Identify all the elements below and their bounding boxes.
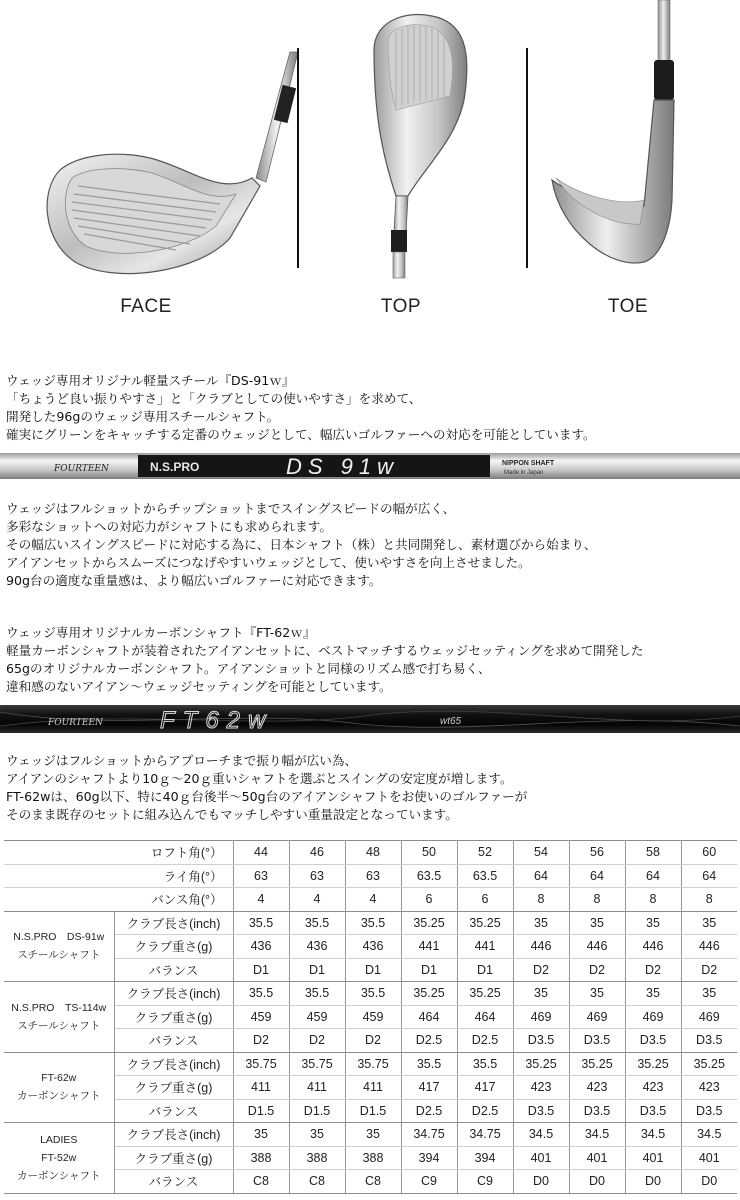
spec-table [4,840,737,1194]
spec-row-label: バランス [114,1099,233,1123]
spec-value-cell: 35 [513,982,569,1006]
spec-header-row [4,864,737,888]
spec-value-cell: D2.5 [457,1099,513,1123]
ds91-intro-line: 確実にグリーンをキャッチする定番のウェッジとして、幅広いゴルファーへの対応を可能としています。 [6,427,596,442]
spec-value-cell: 436 [345,935,401,959]
ft62-shaft-image [0,702,740,736]
spec-value-cell: D2.5 [401,1029,457,1053]
spec-value-cell: 35.25 [625,1052,681,1076]
spec-value-cell: 35.5 [401,1052,457,1076]
spec-value-cell: 64 [625,864,681,888]
spec-value-cell: D2 [569,958,625,982]
ft62-body [6,752,736,824]
spec-table-row [4,1099,737,1123]
spec-value-cell: D0 [625,1170,681,1194]
club-views [0,0,740,340]
spec-value-cell: C8 [289,1170,345,1194]
spec-table-row [4,1170,737,1194]
spec-value-cell: 56 [569,841,625,865]
spec-value-cell: 58 [625,841,681,865]
spec-row-label: ライ角(°） [4,864,233,888]
spec-value-cell: 446 [513,935,569,959]
shaft-group-name-line: N.S.PRO TS-114w [11,1001,107,1014]
spec-value-cell: 63.5 [401,864,457,888]
spec-table-row [4,1052,737,1076]
spec-value-cell: 63 [345,864,401,888]
spec-value-cell: 394 [457,1146,513,1170]
ds91-body-line: その幅広いスイングスピードに対応する為に、日本シャフト（株）と共同開発し、素材選びから始まり、 [6,537,597,552]
top-view [304,0,514,340]
spec-value-cell: D2 [233,1029,289,1053]
spec-value-cell: 446 [681,935,737,959]
spec-value-cell: D2.5 [401,1099,457,1123]
shaft-group-name-line: カーボンシャフト [16,1090,101,1103]
spec-value-cell: D2 [345,1029,401,1053]
spec-value-cell: D2.5 [457,1029,513,1053]
ds91-body [6,500,736,590]
spec-row-label: バンス角(°） [4,888,233,912]
ds91-shaft-made-in: Made in Japan [504,470,544,476]
spec-value-cell: D1.5 [345,1099,401,1123]
spec-value-cell: 423 [569,1076,625,1100]
ft62-intro-line: 軽量カーボンシャフトが装着されたアイアンセットに、ベストマッチするウェッジセッティングを求めて開発した [6,643,644,658]
spec-value-cell: 417 [457,1076,513,1100]
spec-row-label: バランス [114,958,233,982]
spec-value-cell: 469 [513,1005,569,1029]
spec-table-row [4,1146,737,1170]
spec-value-cell: 35.25 [457,911,513,935]
top-club-image [304,0,514,290]
spec-value-cell: C9 [457,1170,513,1194]
spec-value-cell: 4 [233,888,289,912]
ds91-intro-line: 開発した96gのウェッジ専用スチールシャフト。 [6,409,280,424]
ds91-shaft-maker: N.S.PRO [150,460,200,474]
spec-header-row [4,888,737,912]
spec-row-label: クラブ重さ(g) [114,1005,233,1029]
spec-row-label: クラブ重さ(g) [114,935,233,959]
ds91-shaft-badge: NIPPON SHAFT [502,460,555,467]
spec-value-cell: D3.5 [513,1099,569,1123]
shaft-group-name-line: カーボンシャフト [16,1169,101,1182]
shaft-group-name-line: FT-62w [41,1072,77,1085]
spec-value-cell: 35.75 [289,1052,345,1076]
spec-value-cell: 35 [681,982,737,1006]
spec-value-cell: 35.25 [457,982,513,1006]
shaft-group-name-line: N.S.PRO DS-91w [13,931,105,944]
spec-value-cell: 401 [681,1146,737,1170]
spec-value-cell: 44 [233,841,289,865]
spec-value-cell: 60 [681,841,737,865]
spec-value-cell: 35 [569,911,625,935]
spec-value-cell: 35 [625,911,681,935]
spec-value-cell: 423 [625,1076,681,1100]
spec-value-cell: D1 [457,958,513,982]
spec-value-cell: 64 [569,864,625,888]
spec-value-cell: 35.5 [345,911,401,935]
spec-value-cell: 54 [513,841,569,865]
face-label: FACE [120,296,172,317]
spec-value-cell: 423 [681,1076,737,1100]
spec-value-cell: 52 [457,841,513,865]
spec-value-cell: 48 [345,841,401,865]
spec-value-cell: 34.5 [569,1123,625,1147]
spec-value-cell: 6 [457,888,513,912]
spec-value-cell: 388 [233,1146,289,1170]
spec-value-cell: 34.5 [681,1123,737,1147]
spec-row-label: クラブ長さ(inch) [114,911,233,935]
ft62-shaft-brand: FOURTEEN [48,718,103,728]
spec-row-label: バランス [114,1170,233,1194]
spec-row-label: バランス [114,1029,233,1053]
spec-value-cell: 401 [569,1146,625,1170]
spec-value-cell: D2 [681,958,737,982]
ft62-intro-line: ウェッジ専用オリジナルカーボンシャフト『FT-62ｗ』 [6,625,316,640]
spec-value-cell: 401 [513,1146,569,1170]
spec-value-cell: 436 [233,935,289,959]
shaft-group-name-line: スチールシャフト [17,949,101,962]
shaft-group-name [4,982,114,1053]
spec-value-cell: 64 [681,864,737,888]
spec-value-cell: 50 [401,841,457,865]
spec-value-cell: D3.5 [569,1029,625,1053]
spec-value-cell: D1 [401,958,457,982]
spec-value-cell: 34.5 [513,1123,569,1147]
ft62-shaft-weight: wt65 [440,716,462,727]
toe-label: TOE [607,296,649,317]
spec-value-cell: D3.5 [625,1099,681,1123]
spec-value-cell: 446 [625,935,681,959]
spec-value-cell: 459 [233,1005,289,1029]
spec-value-cell: 411 [289,1076,345,1100]
spec-row-label: クラブ重さ(g) [114,1076,233,1100]
spec-value-cell: 35 [681,911,737,935]
spec-value-cell: C8 [345,1170,401,1194]
ds91-shaft-model: DS 91w [286,454,400,479]
spec-value-cell: C9 [401,1170,457,1194]
spec-value-cell: 388 [345,1146,401,1170]
spec-value-cell: 388 [289,1146,345,1170]
spec-value-cell: 34.75 [401,1123,457,1147]
spec-row-label: クラブ長さ(inch) [114,1052,233,1076]
spec-value-cell: 35.25 [569,1052,625,1076]
spec-value-cell: D3.5 [625,1029,681,1053]
spec-value-cell: 35.25 [401,911,457,935]
spec-value-cell: D3.5 [681,1099,737,1123]
shaft-group-name-line: FT-52w [41,1151,77,1164]
spec-value-cell: 423 [513,1076,569,1100]
spec-value-cell: 46 [289,841,345,865]
ds91-body-line: 90g台の適度な重量感は、より幅広いゴルファーに対応できます。 [6,573,382,588]
ds91-shaft-image [0,450,740,482]
spec-value-cell: D1.5 [233,1099,289,1123]
ft62-body-line: そのまま既存のセットに組み込んでもマッチしやすい重量設定となっています。 [6,807,458,822]
spec-value-cell: 446 [569,935,625,959]
spec-value-cell: 459 [289,1005,345,1029]
ds91-intro-line: 「ちょうど良い振りやすさ」と「クラブとしての使いやすさ」を求めて、 [6,391,422,406]
spec-value-cell: 469 [569,1005,625,1029]
ds91-intro-line: ウェッジ専用オリジナル軽量スチール『DS-91ｗ』 [6,373,295,388]
spec-value-cell: D0 [569,1170,625,1194]
ft62-shaft-model: FT62w [160,707,274,734]
spec-value-cell: 469 [625,1005,681,1029]
spec-table-row [4,982,737,1006]
ds91-body-line: アイアンセットからスムーズにつなげやすいウェッジとして、使いやすさを向上させました。 [6,555,531,570]
spec-value-cell: D1 [345,958,401,982]
spec-value-cell: D0 [513,1170,569,1194]
spec-value-cell: 35.5 [457,1052,513,1076]
spec-value-cell: 35 [233,1123,289,1147]
spec-value-cell: 35.25 [681,1052,737,1076]
spec-value-cell: D0 [681,1170,737,1194]
spec-value-cell: 35 [513,911,569,935]
spec-value-cell: 469 [681,1005,737,1029]
spec-value-cell: 35.5 [233,911,289,935]
ds91-body-line: ウェッジはフルショットからチップショットまでスイングスピードの幅が広く、 [6,501,456,516]
spec-value-cell: 35.25 [401,982,457,1006]
spec-table-row [4,1005,737,1029]
spec-value-cell: D3.5 [681,1029,737,1053]
spec-value-cell: C8 [233,1170,289,1194]
shaft-group-name [4,911,114,982]
spec-table-row [4,1029,737,1053]
spec-value-cell: D1 [289,958,345,982]
spec-value-cell: 35 [625,982,681,1006]
spec-value-cell: 411 [233,1076,289,1100]
spec-value-cell: 63 [233,864,289,888]
spec-value-cell: 35.5 [289,982,345,1006]
spec-value-cell: D1.5 [289,1099,345,1123]
spec-value-cell: 35.5 [345,982,401,1006]
spec-value-cell: 8 [681,888,737,912]
spec-value-cell: 4 [289,888,345,912]
spec-value-cell: 464 [401,1005,457,1029]
spec-value-cell: 436 [289,935,345,959]
shaft-group-name [4,1123,114,1194]
top-label: TOP [380,296,422,317]
spec-value-cell: 417 [401,1076,457,1100]
spec-value-cell: 8 [625,888,681,912]
spec-value-cell: 63.5 [457,864,513,888]
spec-value-cell: 34.5 [625,1123,681,1147]
ds91-body-line: 多彩なショットへの対応力がシャフトにも求められます。 [6,519,332,534]
ft62-intro [6,624,736,696]
spec-value-cell: D2 [289,1029,345,1053]
spec-value-cell: 35.75 [345,1052,401,1076]
ft62-body-line: アイアンのシャフトより10ｇ～20ｇ重いシャフトを選ぶとスイングの安定度が増します。 [6,771,513,786]
spec-value-cell: 35 [289,1123,345,1147]
ft62-body-line: ウェッジはフルショットからアプローチまで振り幅が広い為、 [6,753,358,768]
face-club-image [20,0,320,290]
ft62-body-line: FT-62wは、60g以下、特に40ｇ台後半～50g台のアイアンシャフトをお使いのゴルファーが [6,789,528,804]
spec-value-cell: 441 [457,935,513,959]
spec-table-row [4,935,737,959]
spec-value-cell: 64 [513,864,569,888]
spec-value-cell: 8 [513,888,569,912]
spec-value-cell: 441 [401,935,457,959]
face-view [20,0,320,340]
spec-value-cell: 35.25 [513,1052,569,1076]
spec-value-cell: 459 [345,1005,401,1029]
spec-row-label: クラブ長さ(inch) [114,982,233,1006]
spec-value-cell: 35.5 [289,911,345,935]
spec-value-cell: 464 [457,1005,513,1029]
spec-row-label: ロフト角(°） [4,841,233,865]
spec-value-cell: 411 [345,1076,401,1100]
spec-value-cell: 35.5 [233,982,289,1006]
spec-value-cell: D1 [233,958,289,982]
spec-value-cell: 4 [345,888,401,912]
view-divider [297,48,299,268]
shaft-group-name [4,1052,114,1123]
spec-value-cell: 8 [569,888,625,912]
spec-value-cell: D2 [513,958,569,982]
toe-club-image [540,0,740,290]
ds91-intro [6,372,736,444]
spec-table-row [4,1076,737,1100]
spec-value-cell: D3.5 [513,1029,569,1053]
shaft-group-name-line: スチールシャフト [17,1019,101,1032]
spec-table-row [4,958,737,982]
spec-value-cell: 34.75 [457,1123,513,1147]
spec-value-cell: 401 [625,1146,681,1170]
spec-table-row [4,911,737,935]
spec-value-cell: D3.5 [569,1099,625,1123]
ds91-shaft-brand: FOURTEEN [54,464,109,474]
spec-header-row [4,841,737,865]
spec-value-cell: 35.75 [233,1052,289,1076]
spec-value-cell: 35 [569,982,625,1006]
toe-view [540,0,740,340]
spec-value-cell: 63 [289,864,345,888]
spec-row-label: クラブ長さ(inch) [114,1123,233,1147]
spec-table-row [4,1123,737,1147]
spec-value-cell: D2 [625,958,681,982]
ft62-intro-line: 違和感のないアイアン～ウェッジセッティングを可能としています。 [6,679,392,694]
ft62-intro-line: 65gのオリジナルカーボンシャフト。アイアンショットと同様のリズム感で打ち易く、 [6,661,491,676]
spec-value-cell: 35 [345,1123,401,1147]
view-divider [526,48,528,268]
spec-row-label: クラブ重さ(g) [114,1146,233,1170]
shaft-group-name-line: LADIES [40,1133,78,1146]
spec-value-cell: 394 [401,1146,457,1170]
spec-value-cell: 6 [401,888,457,912]
